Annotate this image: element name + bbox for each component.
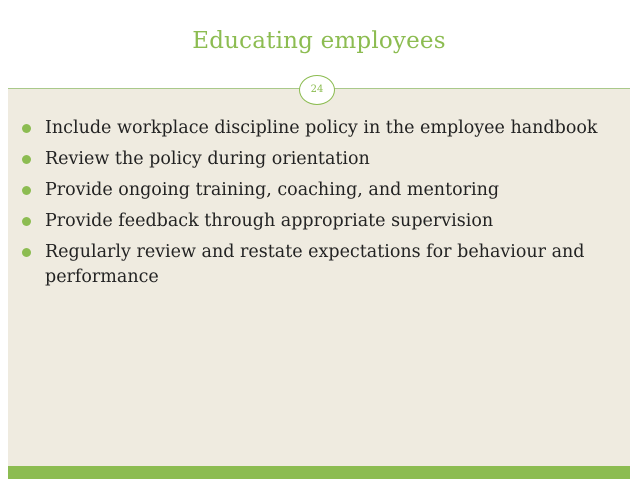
bullet-list xyxy=(20,116,620,296)
bullet-dot-icon xyxy=(22,124,31,133)
slide-title: Educating employees xyxy=(192,28,446,54)
bullet-dot-icon xyxy=(22,186,31,195)
page-number: 24 xyxy=(310,84,324,95)
bullet-text: Provide feedback through appropriate supervision xyxy=(45,211,494,231)
bullet-text: Regularly review and restate expectations for behaviour and performance xyxy=(45,242,585,287)
bullet-dot-icon xyxy=(22,248,31,257)
page-number-badge xyxy=(299,75,335,105)
bullet-dot-icon xyxy=(22,155,31,164)
bullet-item xyxy=(20,209,620,234)
footer-accent-bar xyxy=(8,466,630,479)
bullet-text: Include workplace discipline policy in the employee handbook xyxy=(45,118,598,138)
bullet-item xyxy=(20,116,620,141)
bullet-item xyxy=(20,240,620,290)
bullet-item xyxy=(20,178,620,203)
bullet-dot-icon xyxy=(22,217,31,226)
bullet-item xyxy=(20,147,620,172)
bullet-text: Review the policy during orientation xyxy=(45,149,370,169)
bullet-text: Provide ongoing training, coaching, and mentoring xyxy=(45,180,500,200)
